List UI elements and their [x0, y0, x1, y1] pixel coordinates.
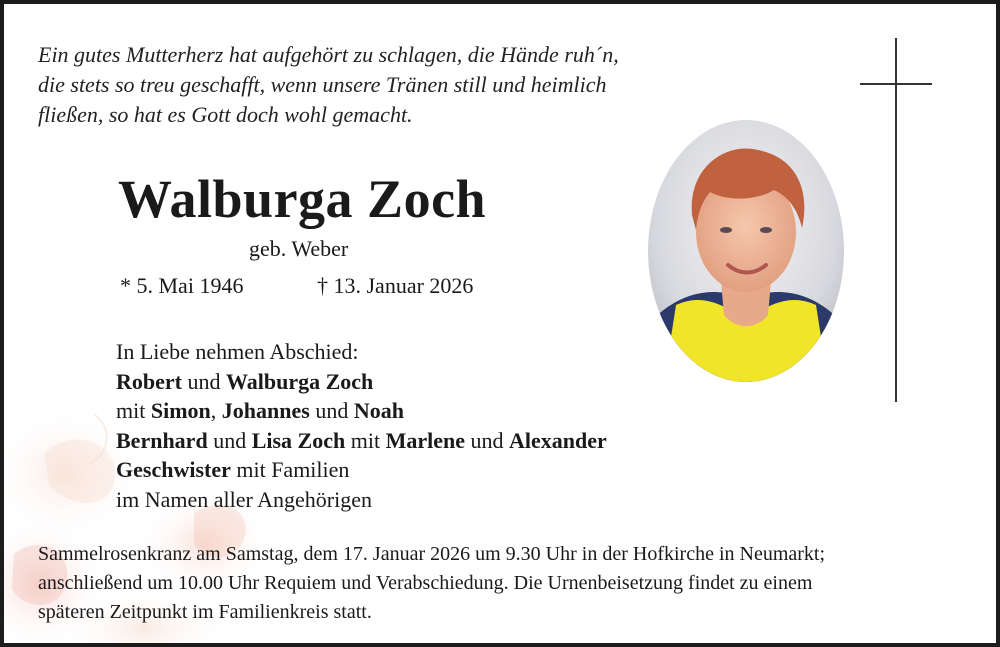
- maiden-name: geb. Weber: [249, 236, 349, 261]
- life-dates: [120, 273, 474, 299]
- mourner-name: Marlene: [385, 427, 465, 453]
- mourner-name: Johannes: [221, 398, 310, 423]
- connector-text: mit: [116, 398, 151, 423]
- death-date: † 13. Januar 2026: [317, 273, 474, 298]
- mourner-line: [116, 396, 607, 426]
- connector-text: mit Familien: [230, 457, 350, 482]
- mourner-line: [116, 455, 607, 485]
- mourner-line: [116, 426, 607, 456]
- mourner-name: Robert: [116, 368, 182, 394]
- mourners-intro: In Liebe nehmen Abschied:: [116, 339, 359, 364]
- connector-text: und: [207, 427, 252, 453]
- poem-line: fließen, so hat es Gott doch wohl gemacht.: [38, 102, 413, 127]
- service-info: [38, 540, 825, 627]
- connector-text: und: [309, 398, 354, 423]
- birth-date: * 5. Mai 1946: [120, 273, 244, 298]
- mourner-name: Alexander: [508, 427, 607, 453]
- mourner-line: [116, 367, 607, 397]
- service-line: Sammelrosenkranz am Samstag, dem 17. Januar 2026 um 9.30 Uhr in der Hofkirche in Neumarkt;: [38, 543, 826, 565]
- mourner-name: Bernhard: [116, 427, 208, 453]
- poem-line: Ein gutes Mutterherz hat aufgehört zu schlagen, die Hände ruh´n,: [38, 42, 619, 67]
- poem-line: die stets so treu geschafft, wenn unsere Tränen still und heimlich: [38, 72, 607, 97]
- mourner-name: Lisa Zoch: [251, 427, 346, 453]
- deceased-name: Walburga Zoch: [118, 169, 487, 229]
- connector-text: und: [464, 427, 509, 453]
- mourner-name: Geschwister: [116, 457, 231, 482]
- cross-icon: [860, 38, 932, 402]
- mourners-closing: im Namen aller Angehörigen: [116, 486, 372, 512]
- connector-text: mit: [345, 427, 386, 453]
- mourners-list: [116, 337, 607, 514]
- mourner-name: Noah: [353, 398, 404, 423]
- mourner-name: Walburga Zoch: [225, 368, 374, 394]
- connector-text: ,: [210, 398, 222, 423]
- mourner-name: Simon: [150, 398, 211, 423]
- portrait-photo: [648, 120, 844, 382]
- service-line: späteren Zeitpunkt im Familienkreis statt.: [38, 601, 372, 623]
- service-line: anschließend um 10.00 Uhr Requiem und Verabschiedung. Die Urnenbeisetzung findet zu einem: [38, 572, 813, 594]
- connector-text: und: [181, 368, 226, 394]
- poem: [38, 40, 619, 130]
